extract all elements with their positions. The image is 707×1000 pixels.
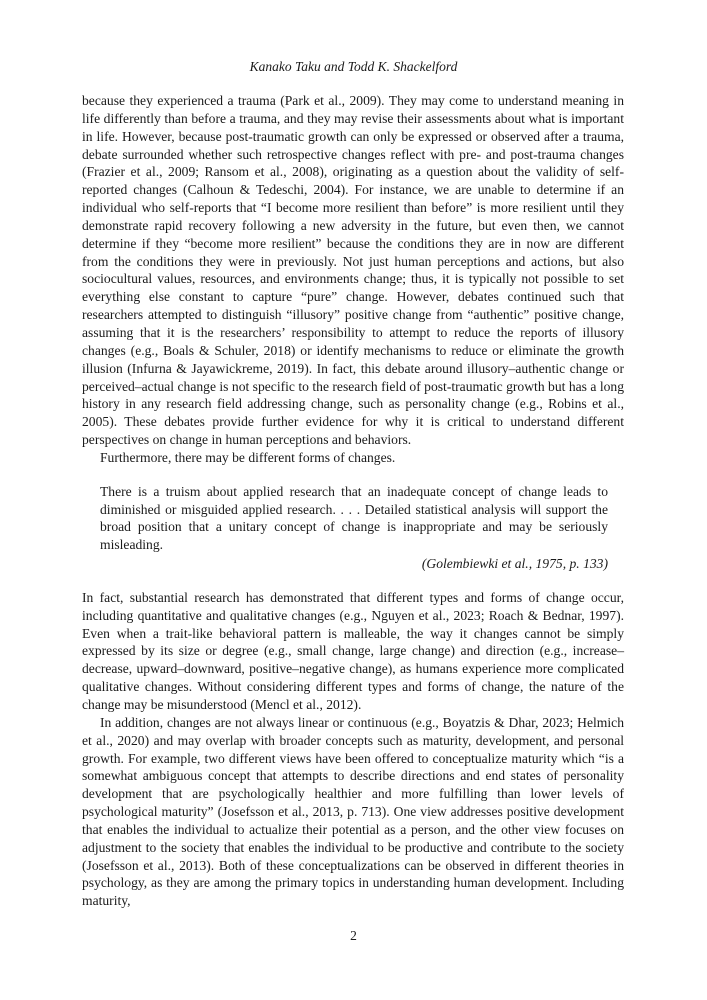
paragraph-2: Furthermore, there may be different forms of changes.	[100, 449, 396, 465]
block-quote-text: There is a truism about applied research that an inadequate concept of change leads to diminished or misguided applied research. . . . Detailed statistical analysis will support the broad position that a unitary concept of change is inappropriate and may be seriously misleading.	[100, 483, 608, 553]
block-quote-citation: (Golembiewki et al., 1975, p. 133)	[421, 556, 608, 572]
paragraph-1: because they experienced a trauma (Park et al., 2009). They may come to understand meaning in life differently than before a trauma, and they may revise their assessments about what is important in life. However, because post-traumatic growth can only be expressed or observed after a trauma, debate surrounded whether such retrospective changes reflect with pre- and post-trauma changes (Frazier et al., 2009; Ransom et al., 2008), originating as a question about the validity of self-reported changes (Calhoun & Tedeschi, 2004). For instance, we are unable to determine if an individual who self-reports that “I become more resilient than before” is more resilient until they demonstrate rapid recovery following a new adversity in the future, but even then, we cannot determine if they “become more resilient” because the conditions they are in now are different from the conditions they were in previously. Not just human perceptions and actions, but also sociocultural values, resources, and environments change; thus, it is typically not possible to set everything else constant to capture “pure” change. However, debates continued such that researchers attempted to distinguish “illusory” positive change from “authentic” positive change, assuming that it is the researchers’ responsibility to attempt to reduce the reports of illusory changes (e.g., Boals & Schuler, 2018) or identify mechanisms to reduce or eliminate the growth illusion (Infurna & Jayawickreme, 2019). In fact, this debate around illusory–authentic change or perceived–actual change is not specific to the research field of post-traumatic growth but has a long history in any research field addressing change, such as personality change (e.g., Robins et al., 2005). These debates provide further evidence for why it is critical to understand different perspectives on change in human perceptions and behaviors.	[82, 93, 624, 448]
page-number: 2	[350, 928, 357, 943]
running-head: Kanako Taku and Todd K. Shackelford	[249, 59, 458, 74]
paragraph-4: In addition, changes are not always linear or continuous (e.g., Boyatzis & Dhar, 2023; Helmich et al., 2020) and may overlap with broader concepts such as maturity, development, and personal growth. For example, two different views have been offered to conceptualize maturity which “is a somewhat ambiguous concept that attempts to describe directions and end states of personality development that are psychologically healthier and more fulfilling than lower levels of psychological maturity” (Josefsson et al., 2013, p. 713). One view addresses positive development that enables the individual to actualize their potential as a person, and the other view focuses on adjustment to the society that enables the individual to be productive and contribute to the society (Josefsson et al., 2013). Both of these conceptualizations can be observed in different theories in psychology, as they are among the primary topics in understanding human development. Including maturity,	[82, 714, 624, 909]
paragraph-3: In fact, substantial research has demonstrated that different types and forms of change occur, including quantitative and qualitative changes (e.g., Nguyen et al., 2023; Roach & Bednar, 1997). Even when a trait-like behavioral pattern is malleable, the way it changes cannot be simply expressed by its size or degree (e.g., small change, large change) and direction (e.g., increase–decrease, upward–downward, positive–negative change), as humans experience more complicated qualitative changes. Without considering different types and forms of change, the nature of the change may be misunderstood (Mencl et al., 2012).	[82, 589, 624, 712]
body-text	[82, 92, 624, 910]
block-quote	[100, 483, 608, 573]
